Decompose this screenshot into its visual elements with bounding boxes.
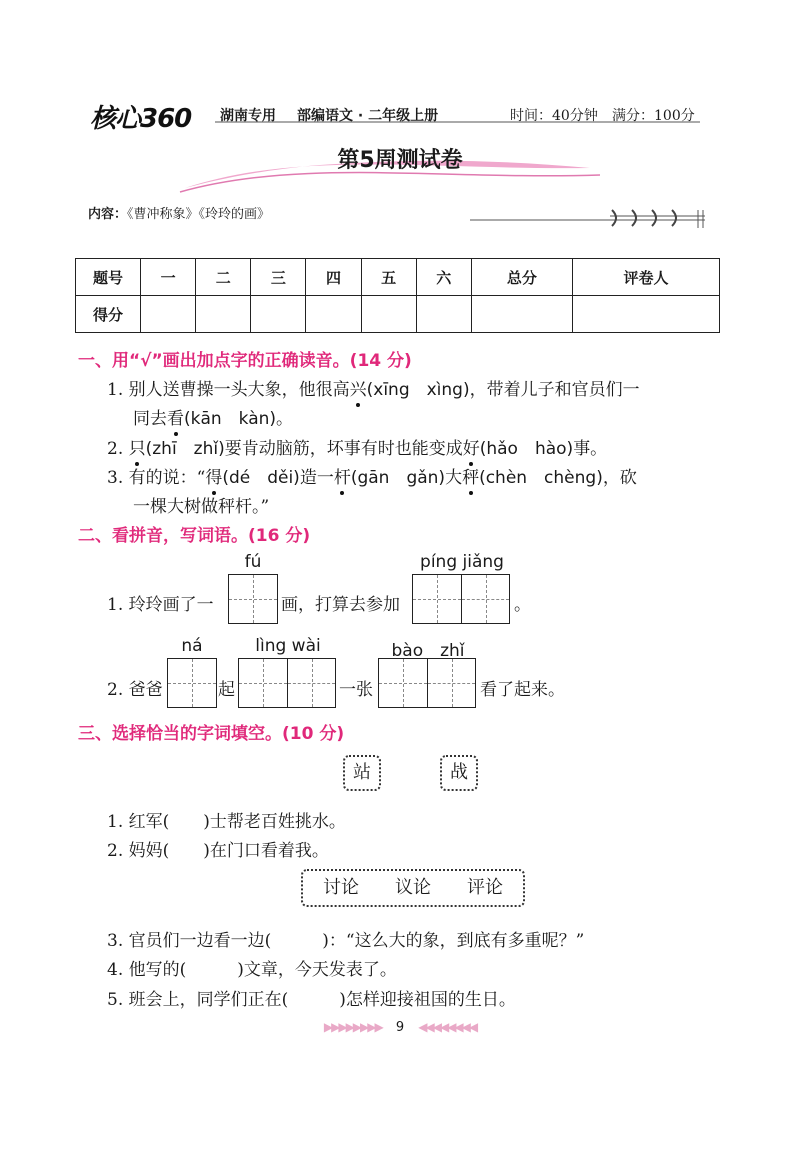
s3-question5: 5. 班会上，同学们正在( )怎样迎接祖国的生日。 (107, 990, 516, 1010)
score-input-cell[interactable] (361, 296, 416, 333)
s3-question1: 1. 红军( )士帮老百姓挑水。 (107, 812, 346, 832)
score-input-cell[interactable] (306, 296, 361, 333)
pinyin-prompt: bào zhǐ (391, 641, 465, 661)
subject-label: 部编语文 · 二年级上册 (297, 108, 439, 124)
s3-question3: 3. 官员们一边看一边( )：“这么大的象，到底有多重呢？” (107, 931, 585, 951)
score-row-label: 得分 (76, 296, 141, 333)
score-input-cell[interactable] (196, 296, 251, 333)
writing-cell[interactable] (379, 659, 427, 707)
writing-cell[interactable] (229, 575, 277, 623)
dotted-char: 秤 (462, 468, 480, 488)
choice-box-zhan2: 战 (440, 755, 478, 791)
writing-grid-na[interactable] (167, 658, 217, 708)
score-table-header-row (76, 259, 720, 296)
edition-label: 湖南专用 (220, 108, 276, 124)
s2-q2-text-d: 看了起来。 (480, 680, 565, 700)
pinyin-prompt: fú (244, 552, 262, 572)
page-number: 9 (395, 1020, 405, 1035)
s1-question2: 2. 只(zhī zhǐ)要肯动脑筋，坏事有时也能变成好(hǎo hào)事。 (107, 439, 608, 459)
dotted-char: 只 (128, 439, 146, 459)
score-input-cell[interactable] (572, 296, 719, 333)
pinyin-options[interactable]: (gān gǎn) (350, 468, 446, 488)
score-header-cell: 总分 (471, 259, 572, 296)
s2-q1-text-a: 1. 玲玲画了一 (107, 595, 214, 615)
time-limit: 时间：40分钟 (510, 108, 598, 124)
choice-box-zhan1: 站 (343, 755, 381, 791)
writing-cell[interactable] (168, 659, 216, 707)
writing-cell[interactable] (461, 575, 509, 623)
s2-q1-text-b: 画，打算去参加 (281, 595, 400, 615)
content-line (88, 203, 270, 222)
pinyin-prompt: píng jiǎng (420, 552, 504, 572)
score-header-cell: 题号 (76, 259, 141, 296)
pinyin-options[interactable]: (dé děi) (222, 468, 300, 488)
content-text: 《曹冲称象》《玲玲的画》 (127, 207, 271, 222)
s2-q2-text-b: 起 (218, 680, 235, 700)
section2-title: 二、看拼音，写词语。(16 分) (78, 526, 311, 546)
score-input-cell[interactable] (141, 296, 196, 333)
pinyin-options[interactable]: (zhī zhǐ) (145, 439, 225, 459)
s1-question1-line1: 1. 别人送曹操一头大象，他很高兴(xīng xìng)，带着儿子和官员们一 (107, 380, 640, 400)
score-header-cell: 四 (306, 259, 361, 296)
writing-cell[interactable] (413, 575, 461, 623)
brand-logo: 核心360 (90, 104, 192, 134)
pinyin-options[interactable]: (kān kàn) (184, 409, 277, 429)
dotted-char: 得 (205, 468, 223, 488)
score-header-cell: 五 (361, 259, 416, 296)
score-input-cell[interactable] (416, 296, 471, 333)
writing-cell[interactable] (287, 659, 335, 707)
score-input-cell[interactable] (251, 296, 306, 333)
pinyin-prompt: lìng wài (255, 636, 321, 656)
page-footer (0, 1020, 800, 1035)
score-header-cell: 三 (251, 259, 306, 296)
writing-cell[interactable] (427, 659, 475, 707)
section3-title: 三、选择恰当的字词填空。(10 分) (78, 724, 345, 744)
writing-grid-pingjiang[interactable] (412, 574, 510, 624)
pinyin-options[interactable]: (xīng xìng) (366, 380, 470, 400)
pinyin-prompt: ná (181, 636, 203, 656)
writing-cell[interactable] (239, 659, 287, 707)
s2-q2-text-a: 2. 爸爸 (107, 680, 163, 700)
chevron-right-decoration-icon: ▶▶▶▶▶▶▶▶ (323, 1020, 382, 1034)
section1-title: 一、用“√”画出加点字的正确读音。(14 分) (78, 351, 412, 371)
score-header-cell: 六 (416, 259, 471, 296)
writing-grid-fu[interactable] (228, 574, 278, 624)
writing-grid-baozhi[interactable] (378, 658, 476, 708)
pinyin-options[interactable]: (chèn chèng) (479, 468, 603, 488)
s2-q2-text-c: 一张 (339, 680, 373, 700)
word-choice-box: 讨论 议论 评论 (301, 869, 525, 907)
dotted-char: 看 (167, 409, 184, 429)
score-table (75, 258, 720, 333)
s1-question1-line2: 同去看(kān kàn)。 (133, 409, 294, 429)
chevron-left-decoration-icon: ◀◀◀◀◀◀◀◀ (418, 1020, 477, 1034)
page-title: 第5周测试卷 (337, 148, 463, 173)
score-header-cell: 一 (141, 259, 196, 296)
writing-grid-lingwai[interactable] (238, 658, 336, 708)
score-input-cell[interactable] (471, 296, 572, 333)
s3-question4: 4. 他写的( )文章，今天发表了。 (107, 960, 397, 980)
score-header-cell: 评卷人 (572, 259, 719, 296)
pinyin-options[interactable]: (hǎo hào) (479, 439, 574, 459)
s2-q1-text-c: 。 (514, 595, 531, 615)
s1-question3-line2: 一棵大树做秤杆。” (133, 497, 270, 517)
score-header-cell: 二 (196, 259, 251, 296)
dotted-char: 好 (462, 439, 480, 459)
score-table-score-row (76, 296, 720, 333)
s3-question2: 2. 妈妈( )在门口看着我。 (107, 841, 329, 861)
dotted-char: 杆 (333, 468, 351, 488)
s1-question3-line1: 3. 有的说：“得(dé děi)造一杆(gān gǎn)大秤(chèn chèng)，砍 (107, 468, 637, 488)
content-label: 内容： (88, 207, 128, 222)
full-score: 满分：100分 (612, 108, 695, 124)
dotted-char: 兴 (349, 380, 367, 400)
